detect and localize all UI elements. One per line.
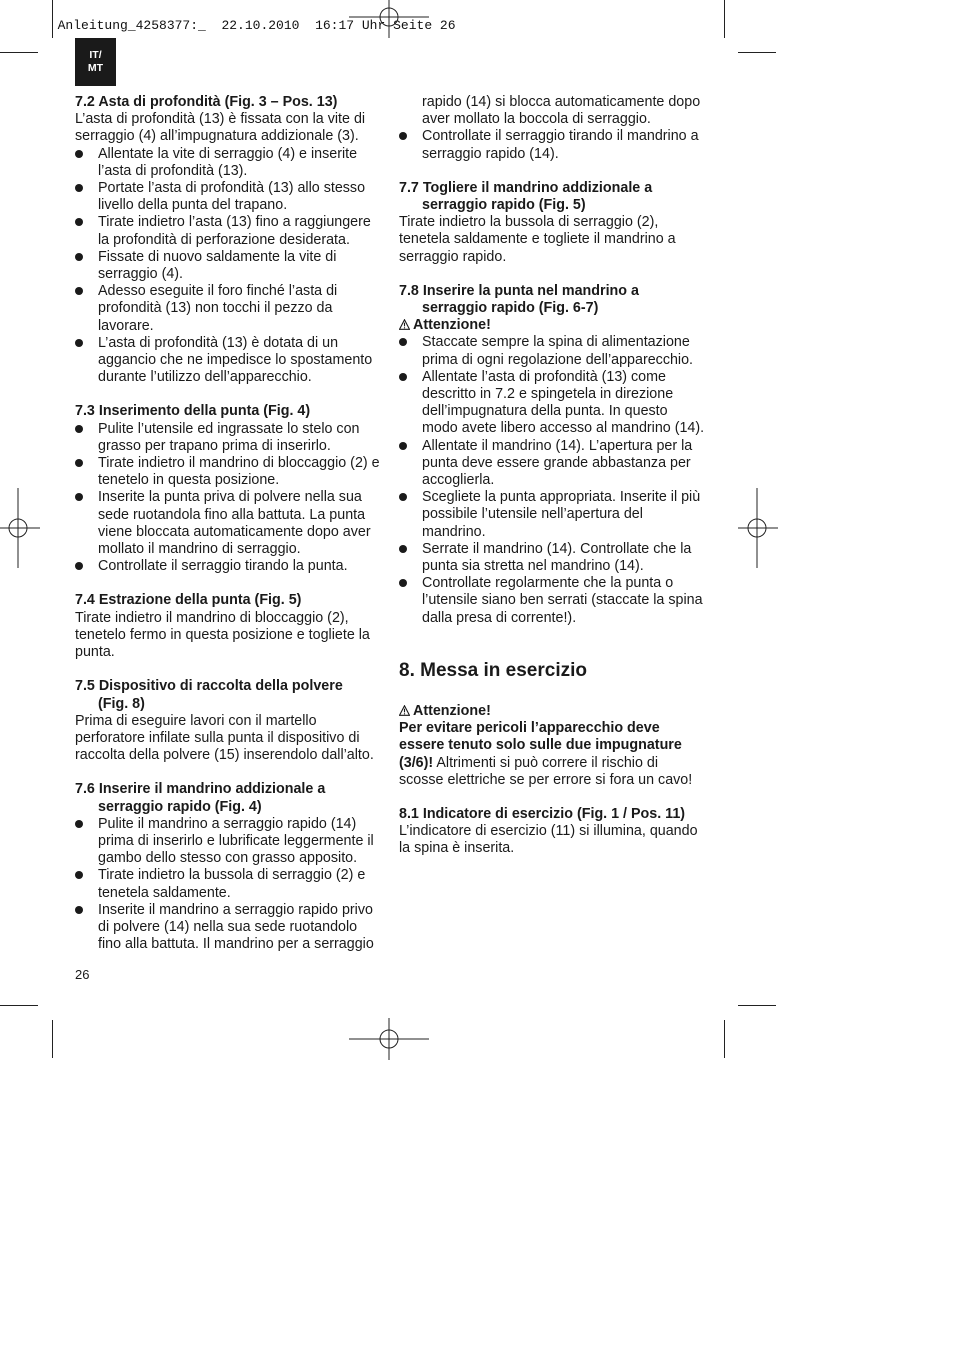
list-item: L’asta di profondità (13) è dotata di un aggancio che ne impedisce lo spostamento durante l’utilizzo dell’apparecchio. [75,335,380,387]
continued-text: rapido (14) si blocca automaticamente dopo aver mollato la boccola di serraggio. [422,94,701,128]
crop-mark [0,1005,38,1006]
section-title-7-6: 7.6 Inserire il mandrino addizionale a serraggio rapido (Fig. 4) [75,781,326,815]
bullet-icon [75,253,83,261]
page-number: 26 [75,967,90,982]
bullet-icon [75,150,83,158]
list-item: Inserite il mandrino a serraggio rapido privo di polvere (14) nella sua sede ruotandolo fino alla battuta. Il mandrino per a serraggio [75,902,380,954]
registration-mark-bottom [349,1018,429,1060]
warning-icon [399,705,410,716]
list-item: Serrate il mandrino (14). Controllate che la punta sia stretta nel mandrino (14). [399,541,705,575]
warning-text: Per evitare pericoli l’apparecchio deve essere tenuto solo sulle due impugnature (3/6)! Altrimenti si può correre il rischio di scosse elettriche se per errore si fora un cavo! [399,720,693,788]
list-item: Controllate il serraggio tirando il mandrino a serraggio rapido (14). [399,128,705,162]
bullet-icon [75,820,83,828]
warning-label: Attenzione! [413,317,491,334]
warning-line [399,703,705,720]
crop-mark [52,0,53,38]
bullet-icon [399,442,407,450]
section-text: L’indicatore di esercizio (11) si illumina, quando la spina è inserita. [399,823,698,857]
header-date: 22.10.2010 [221,18,300,33]
list-item: Tirate indietro il mandrino di bloccaggio (2) e tenetelo in questa posizione. [75,455,380,489]
list-item: Staccate sempre la spina di alimentazione prima di ogni regolazione dell’apparecchio. [399,334,705,368]
bullet-icon [75,871,83,879]
bullet-icon [399,579,407,587]
crop-mark [738,52,776,53]
bullet-list [75,421,380,576]
bullet-list [399,128,705,162]
section-intro: L’asta di profondità (13) è fissata con la vite di serraggio (4) all’impugnatura addizionale (3). [75,111,366,145]
bullet-icon [399,545,407,553]
registration-mark-right [736,488,778,568]
bullet-list [399,334,705,626]
crop-mark [738,1005,776,1006]
bullet-icon [75,906,83,914]
list-item: Pulite il mandrino a serraggio rapido (14) prima di inserirlo e lubrificate leggermente il gambo dello stesso con grasso apposito. [75,816,380,868]
list-item: Tirate indietro la bussola di serraggio (2) e tenetela saldamente. [75,867,380,901]
bullet-icon [75,562,83,570]
bullet-icon [75,459,83,467]
bullet-icon [399,338,407,346]
list-item: Pulite l’utensile ed ingrassate lo stelo con grasso per trapano prima di inserirlo. [75,421,380,455]
section-title-8-1: 8.1 Indicatore di esercizio (Fig. 1 / Pos. 11) [399,805,686,822]
section-title-7-3: 7.3 Inserimento della punta (Fig. 4) [75,403,311,420]
bullet-icon [75,287,83,295]
section-title-7-5: 7.5 Dispositivo di raccolta della polvere (Fig. 8) [75,678,343,712]
list-item: Scegliete la punta appropriata. Inserite il più possibile l’utensile nell’apertura del mandrino. [399,489,705,541]
list-item: Allentate l’asta di profondità (13) come descritto in 7.2 e spingetela in direzione dell’impugnatura della punta. In questo modo avete libero accesso al mandrino (14). [399,369,705,438]
crop-mark [0,52,38,53]
crop-mark [52,1020,53,1058]
list-item: Controllate il serraggio tirando la punta. [75,558,380,575]
warning-label: Attenzione! [413,702,491,719]
section-title-7-2: 7.2 Asta di profondità (Fig. 3 – Pos. 13) [75,94,338,110]
language-tab [75,38,116,86]
bullet-icon [75,339,83,347]
bullet-icon [75,425,83,433]
list-item: Fissate di nuovo saldamente la vite di serraggio (4). [75,249,380,283]
section-title-7-4: 7.4 Estrazione della punta (Fig. 5) [75,592,302,609]
language-tab-line1: IT/ [89,49,102,61]
bullet-icon [75,493,83,501]
left-column [75,94,380,953]
bullet-icon [399,373,407,381]
section-title-8: 8. Messa in esercizio [399,659,587,681]
list-item: Adesso eseguite il foro finché l’asta di profondità (13) non tocchi il pezzo da lavorare. [75,283,380,335]
header-filename: Anleitung_4258377:_ [57,18,206,33]
section-text: Tirate indietro il mandrino di bloccaggio (2), tenetelo fermo in questa posizione e togliete la punta. [75,609,370,661]
section-title-7-7: 7.7 Togliere il mandrino addizionale a serraggio rapido (Fig. 5) [399,179,653,214]
list-item: Tirate indietro l’asta (13) fino a raggiungere la profondità di perforazione desiderata. [75,214,380,248]
bullet-icon [399,493,407,501]
warning-line [399,317,705,334]
bullet-icon [399,132,407,140]
bullet-list [75,816,380,954]
language-tab-line2: MT [87,62,104,74]
list-item: Inserite la punta priva di polvere nella sua sede ruotandola fino alla battuta. La punta viene bloccata automaticamente dopo aver mollato il mandrino di serraggio. [75,489,380,558]
header-time: 16:17 Uhr [315,18,386,33]
list-item: Allentate il mandrino (14). L’apertura per la punta deve essere grande abbastanza per accoglierla. [399,438,705,490]
section-title-7-8: 7.8 Inserire la punta nel mandrino a serraggio rapido (Fig. 6-7) [399,282,639,317]
section-text: Prima di eseguire lavori con il martello perforatore infilate sulla punta il dispositivo di raccolta della polvere (15) inserendolo dall’alto. [75,712,374,764]
list-item: Allentate la vite di serraggio (4) e inserite l’asta di profondità (13). [75,146,380,180]
crop-mark [724,1020,725,1058]
section-text: Tirate indietro la bussola di serraggio (2), tenetela saldamente e togliete il mandrino a serraggio rapido. [399,214,676,265]
list-item: Controllate regolarmente che la punta o l’utensile siano ben serrati (staccate la spina dalla presa di corrente!). [399,575,705,627]
bullet-list [75,146,380,387]
list-item: Portate l’asta di profondità (13) allo stesso livello della punta del trapano. [75,180,380,214]
crop-mark [724,0,725,38]
header-page: Seite 26 [393,18,456,33]
bullet-icon [75,218,83,226]
registration-mark-top [349,0,429,40]
bullet-icon [75,184,83,192]
right-column [399,94,705,858]
registration-mark-left [0,488,40,568]
warning-icon [399,319,410,330]
